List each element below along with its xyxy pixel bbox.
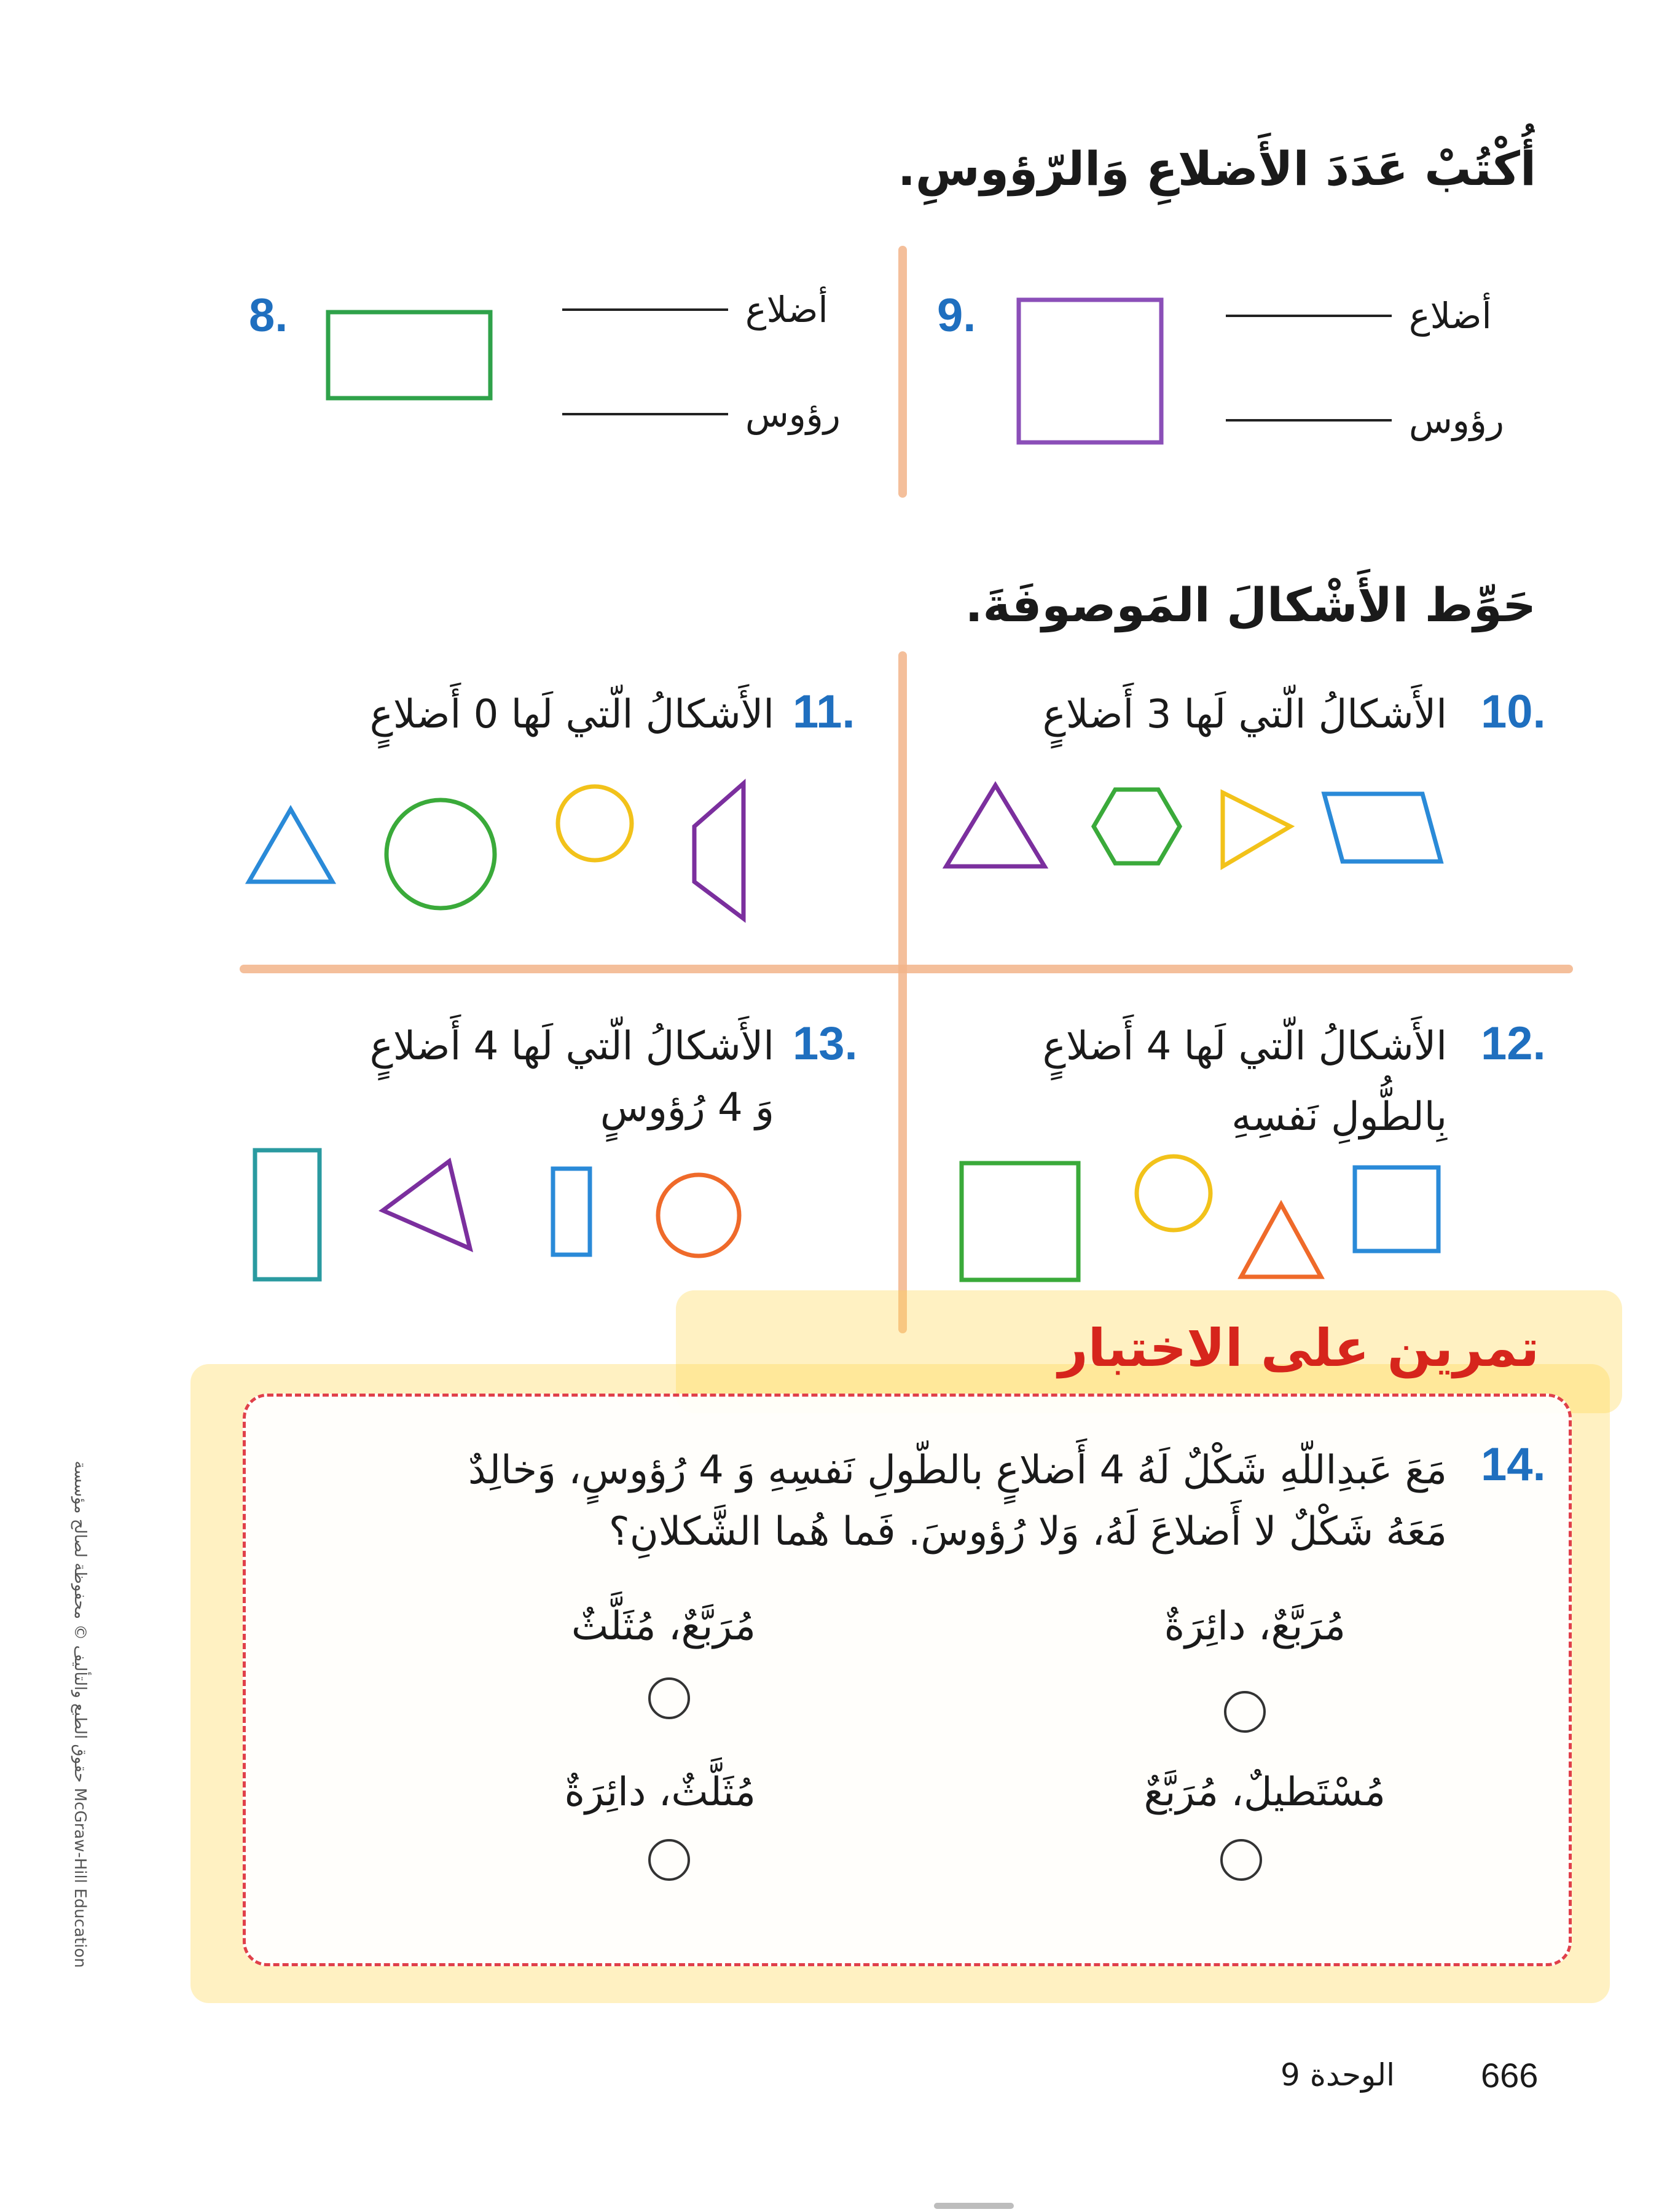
q13-circle-shape[interactable]: [658, 1175, 739, 1256]
q8-sides-blank[interactable]: [562, 308, 728, 311]
q13-text-line1: الأَشكالُ الّتي لَها 4 أَضلاعٍ: [369, 1024, 774, 1069]
q10-triangle-shape[interactable]: [946, 785, 1045, 866]
q10-parallelogram-shape[interactable]: [1324, 794, 1441, 861]
q9-vertices-label: رؤوس: [1409, 399, 1504, 441]
q8-rectangle-shape: [324, 307, 496, 406]
q14-option-1-bubble[interactable]: [1224, 1691, 1266, 1733]
q14-option-2-label: مُرَبَّعٌ، مُثَلَّثٌ: [571, 1604, 756, 1649]
q12-triangle-shape[interactable]: [1241, 1204, 1321, 1277]
q10-hexagon-shape[interactable]: [1094, 790, 1180, 863]
divider-vertical-top: [898, 246, 907, 498]
q14-option-3-label: مُسْتَطيلٌ، مُرَبَّعٌ: [1143, 1770, 1386, 1815]
q14-text-line2: مَعَهُ شَكْلٌ لا أَضلاعَ لَهُ، وَلا رُؤوسَ. فَما هُما الشَّكلانِ؟: [608, 1509, 1447, 1555]
q11-circle-small-shape[interactable]: [558, 786, 632, 860]
side-credit: حقوق الطبع والتأليف © محفوظة لصالح مؤسسة McGraw-Hill Education: [71, 1461, 89, 1968]
divider-vertical-middle: [898, 651, 907, 1333]
q13-shapes: [243, 1143, 765, 1290]
q11-circle-large-shape[interactable]: [386, 800, 495, 908]
q9-number: 9.: [937, 289, 976, 342]
q12-text-line1: الأَشكالُ الّتي لَها 4 أَضلاعٍ: [1042, 1024, 1447, 1069]
test-practice-title: تمرين على الاختبار: [1058, 1318, 1539, 1378]
q13-triangle-shape[interactable]: [383, 1161, 470, 1249]
q10-right-triangle-shape[interactable]: [1223, 793, 1290, 866]
section2-title: حَوِّط الأَشْكالَ المَوصوفَةَ.: [965, 578, 1536, 632]
q8-vertices-label: رؤوس: [745, 393, 841, 435]
q9-sides-row: [1226, 295, 1492, 337]
q8-sides-row: [562, 289, 828, 331]
q8-number: 8.: [249, 289, 288, 342]
q9-vertices-row: [1226, 399, 1504, 441]
q12-square-small-shape[interactable]: [1355, 1167, 1438, 1251]
q14-option-2-bubble[interactable]: [648, 1677, 690, 1719]
q12-number: 12.: [1481, 1018, 1546, 1070]
q10-number: 10.: [1481, 686, 1546, 738]
q13-number: 13.: [793, 1018, 858, 1070]
q14-number: 14.: [1481, 1438, 1546, 1491]
q9-sides-blank[interactable]: [1226, 315, 1392, 317]
q10-text: الأَشكالُ الّتي لَها 3 أَضلاعٍ: [1042, 692, 1447, 737]
home-indicator[interactable]: [934, 2203, 1014, 2209]
q14-option-4-bubble[interactable]: [648, 1839, 690, 1881]
q14-option-3-bubble[interactable]: [1220, 1839, 1262, 1881]
q11-number: 11.: [793, 686, 855, 738]
q12-square-large-shape[interactable]: [962, 1163, 1078, 1280]
q14-text-line1: مَعَ عَبدِاللّهِ شَكْلٌ لَهُ 4 أَضلاعٍ بالطّولِ نَفسِهِ وَ 4 رُؤوسٍ، وَخالِدٌ: [468, 1448, 1447, 1493]
q9-square-shape: [1014, 295, 1167, 449]
section1-title: أُكْتُبْ عَدَدَ الأَضلاعِ وَالرّؤوسِ.: [898, 141, 1536, 196]
q12-circle-shape[interactable]: [1137, 1156, 1210, 1230]
q12-shapes: [949, 1143, 1453, 1290]
q9-vertices-blank[interactable]: [1226, 419, 1392, 422]
q11-text: الأَشكالُ الّتي لَها 0 أَضلاعٍ: [369, 692, 774, 737]
q10-shapes: [934, 774, 1456, 885]
q13-rectangle-tall-shape[interactable]: [255, 1150, 320, 1279]
q8-sides-label: أضلاع: [745, 289, 828, 331]
divider-horizontal: [240, 965, 1573, 973]
q14-option-1-label: مُرَبَّعٌ، دائِرَةٌ: [1164, 1604, 1346, 1649]
q14-option-4-label: مُثَلَّثٌ، دائِرَةٌ: [564, 1770, 756, 1815]
q8-vertices-row: [562, 393, 841, 435]
q8-vertices-blank[interactable]: [562, 413, 728, 415]
q9-sides-label: أضلاع: [1409, 295, 1492, 337]
q13-text-line2: وَ 4 رُؤوسٍ: [600, 1085, 774, 1131]
q13-rectangle-small-shape[interactable]: [553, 1169, 590, 1255]
page-number: 666: [1481, 2056, 1539, 2095]
unit-label: الوحدة 9: [1280, 2057, 1395, 2093]
q11-trapezoid-shape[interactable]: [694, 783, 743, 919]
q11-shapes: [243, 771, 765, 931]
q12-text-line2: بِالطُّولِ نَفسِهِ: [1231, 1094, 1447, 1140]
q11-triangle-shape[interactable]: [249, 809, 332, 882]
